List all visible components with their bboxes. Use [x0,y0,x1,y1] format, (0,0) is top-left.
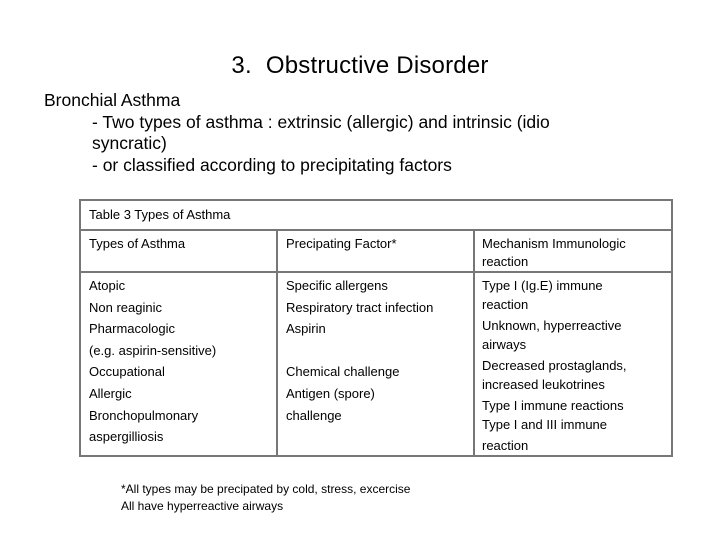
cell-line: aspergilliosis [89,429,164,445]
header-col-1 [89,235,185,253]
header-line: reaction [482,254,529,269]
cell-line: increased leukotrines [482,376,605,392]
cell-line: challenge [286,407,342,423]
title-text: Obstructive Disorder [265,52,489,79]
bullet-line: syncratic) [92,133,167,153]
cell-line: Pharmacologic [89,321,175,337]
cell-line: Aspirin [286,321,326,337]
bullet-line: - or classified according to precipitating factors [92,154,452,175]
cell-line: Decreased prostaglands, [482,358,627,373]
cell-line: Type I immune reactions [482,398,624,413]
cell-line: Unknown, hyperreactive [482,318,622,333]
cell-line: Type I (Ig.E) immune [482,278,603,293]
cell-line: reaction [482,296,529,312]
header-line: Types of Asthma [89,236,186,251]
title-number: 3. [231,52,252,79]
header-col-2 [286,235,397,253]
row-divider [81,271,671,273]
cell-line: reaction [482,438,529,453]
cell-line: Antigen (spore) [286,385,375,401]
cell-line: (e.g. aspirin-sensitive) [89,342,217,358]
cell-line: Allergic [89,385,132,401]
bullet-item [44,155,684,177]
mechanism-column [482,277,627,456]
footnote-line: All have hyperreactive airways [121,499,284,513]
column-divider [473,229,475,455]
header-col-3 [482,235,626,271]
bullet-line: - Two types of asthma : extrinsic (allergic) and intrinsic (idio [92,111,550,132]
asthma-types-column [89,275,216,448]
cell-line: Chemical challenge [286,364,400,380]
cell-line: Specific allergens [286,278,388,293]
footnote-line: *All types may be precipated by cold, stress, excercise [121,482,411,496]
cell-line [286,340,433,362]
header-line: Mechanism Immunologic [482,236,626,251]
cell-line: Respiratory tract infection [286,299,434,315]
cell-line: airways [482,336,527,352]
precipitating-factor-column [286,275,433,426]
bullet-item [44,112,684,155]
table-footnote [121,481,410,515]
cell-line: Occupational [89,364,165,380]
cell-line: Type I and III immune [482,416,608,432]
cell-line: Bronchopulmonary [89,407,199,423]
section-heading: Bronchial Asthma [44,90,181,110]
column-divider [276,229,278,455]
header-line: Precipating Factor* [286,236,397,251]
cell-line: Non reaginic [89,299,162,315]
slide-title [0,52,720,80]
asthma-table [79,199,673,457]
table-caption: Table 3 Types of Asthma [81,201,671,231]
slide-body [44,90,684,176]
cell-line: Atopic [89,278,126,293]
